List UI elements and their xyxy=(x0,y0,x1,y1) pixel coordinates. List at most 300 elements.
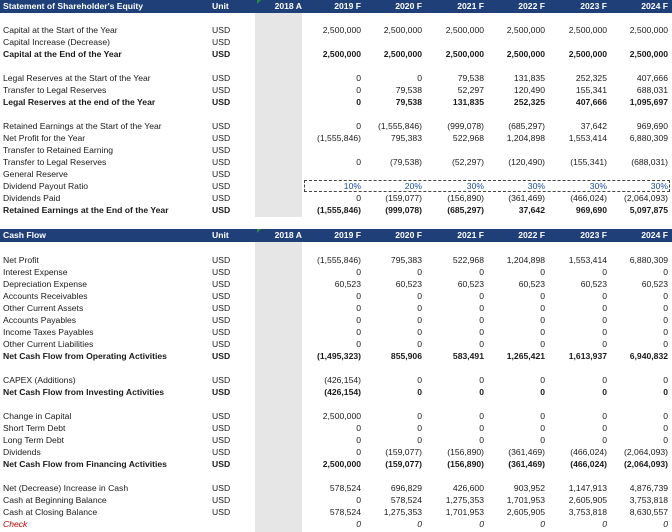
table-row xyxy=(0,36,672,48)
row-label: Dividends Paid xyxy=(3,193,61,203)
row-label: Depreciation Expense xyxy=(3,279,88,289)
value-cell: 0 xyxy=(479,267,484,277)
unit-header: Unit xyxy=(212,230,229,240)
value-cell: (159,077) xyxy=(385,447,422,457)
value-cell: 0 xyxy=(479,411,484,421)
value-cell: 0 xyxy=(356,423,361,433)
row-unit: USD xyxy=(212,255,231,265)
value-cell: 2,500,000 xyxy=(322,411,361,421)
value-cell: 0 xyxy=(479,519,484,529)
table-row xyxy=(0,84,672,96)
table-row xyxy=(0,350,672,362)
value-cell: 0 xyxy=(663,423,668,433)
value-cell: (156,890) xyxy=(447,459,484,469)
table-row xyxy=(0,434,672,446)
row-label: Check xyxy=(3,519,28,529)
row-label: Transfer to Legal Reserves xyxy=(3,157,107,167)
value-cell: 0 xyxy=(417,267,422,277)
row-label: Accounts Receivables xyxy=(3,291,88,301)
value-cell: 60,523 xyxy=(334,279,361,289)
value-cell: 6,940,832 xyxy=(629,351,668,361)
value-cell: 60,523 xyxy=(518,279,545,289)
table-row xyxy=(0,458,672,470)
value-cell: 37,642 xyxy=(580,121,607,131)
value-cell: 0 xyxy=(356,73,361,83)
value-cell: (361,469) xyxy=(508,459,545,469)
value-cell: 0 xyxy=(417,73,422,83)
value-cell: 0 xyxy=(417,423,422,433)
value-cell[interactable]: 10% xyxy=(343,181,361,191)
value-cell: 0 xyxy=(356,97,361,107)
value-cell: 4,876,739 xyxy=(629,483,668,493)
row-unit: USD xyxy=(212,121,231,131)
value-cell: 0 xyxy=(663,339,668,349)
value-cell: (1,555,846) xyxy=(317,133,361,143)
value-cell: (999,078) xyxy=(385,205,422,215)
value-cell: 1,265,421 xyxy=(506,351,545,361)
row-label: Income Taxes Payables xyxy=(3,327,94,337)
value-cell: 1,095,697 xyxy=(629,97,668,107)
row-label: Legal Reserves at the end of the Year xyxy=(3,97,156,107)
value-cell: 2,500,000 xyxy=(629,49,668,59)
value-cell: 0 xyxy=(602,327,607,337)
row-label: Retained Earnings at the Start of the Year xyxy=(3,121,162,131)
value-cell: 0 xyxy=(540,375,545,385)
row-unit: USD xyxy=(212,339,231,349)
value-cell: 1,553,414 xyxy=(568,255,607,265)
value-cell: 0 xyxy=(356,85,361,95)
value-cell: (159,077) xyxy=(385,193,422,203)
value-cell: 0 xyxy=(356,327,361,337)
table-row xyxy=(0,290,672,302)
year-header: 2023 F xyxy=(580,1,607,11)
value-cell: 0 xyxy=(602,267,607,277)
value-cell: 0 xyxy=(417,327,422,337)
row-label: Short Term Debt xyxy=(3,423,66,433)
value-cell: 79,538 xyxy=(395,85,422,95)
value-cell: (361,469) xyxy=(508,447,545,457)
value-cell: 131,835 xyxy=(452,97,484,107)
year-header: 2023 F xyxy=(580,230,607,240)
value-cell: 1,701,953 xyxy=(506,495,545,505)
value-cell: 0 xyxy=(356,435,361,445)
value-cell: 6,880,309 xyxy=(629,133,668,143)
year-header: 2018 A xyxy=(274,1,302,11)
value-cell: 0 xyxy=(479,327,484,337)
year-header: 2022 F xyxy=(518,230,545,240)
value-cell: 578,524 xyxy=(329,507,361,517)
table-row xyxy=(0,278,672,290)
row-unit: USD xyxy=(212,303,231,313)
value-cell: (685,297) xyxy=(447,205,484,215)
value-cell: 60,523 xyxy=(457,279,484,289)
table-row xyxy=(0,24,672,36)
year-header: 2021 F xyxy=(457,230,484,240)
value-cell: 0 xyxy=(540,435,545,445)
value-cell: 0 xyxy=(356,339,361,349)
value-cell: (466,024) xyxy=(570,459,607,469)
year-header: 2019 F xyxy=(334,230,361,240)
value-cell: 6,880,309 xyxy=(629,255,668,265)
value-cell: 0 xyxy=(479,387,484,397)
value-cell: 0 xyxy=(356,267,361,277)
value-cell: 0 xyxy=(417,315,422,325)
row-unit: USD xyxy=(212,145,231,155)
year-header: 2020 F xyxy=(395,230,422,240)
table-row xyxy=(0,168,672,180)
value-cell: (2,064,093) xyxy=(624,447,668,457)
row-label: Net Profit xyxy=(3,255,39,265)
row-label: Cash at Beginning Balance xyxy=(3,495,107,505)
value-cell: 0 xyxy=(663,519,668,529)
value-cell: 1,204,898 xyxy=(506,133,545,143)
value-cell: 0 xyxy=(663,327,668,337)
value-cell: 0 xyxy=(663,315,668,325)
value-cell: 2,500,000 xyxy=(445,49,484,59)
value-cell: (1,555,846) xyxy=(317,205,361,215)
value-cell: 252,325 xyxy=(513,97,545,107)
value-cell: 0 xyxy=(479,435,484,445)
row-unit: USD xyxy=(212,25,231,35)
section-title: Cash Flow xyxy=(3,230,46,240)
row-label: Cash at Closing Balance xyxy=(3,507,98,517)
value-cell: 0 xyxy=(663,387,668,397)
value-cell: (999,078) xyxy=(447,121,484,131)
value-cell: (155,341) xyxy=(570,157,607,167)
value-cell: (466,024) xyxy=(570,193,607,203)
value-cell: 0 xyxy=(479,375,484,385)
value-cell: 0 xyxy=(540,303,545,313)
row-unit: USD xyxy=(212,447,231,457)
row-label: CAPEX (Additions) xyxy=(3,375,76,385)
row-unit: USD xyxy=(212,423,231,433)
value-cell: 60,523 xyxy=(580,279,607,289)
value-cell: 0 xyxy=(356,315,361,325)
table-row xyxy=(0,374,672,386)
row-unit: USD xyxy=(212,387,231,397)
value-cell: 0 xyxy=(417,435,422,445)
value-cell: 903,952 xyxy=(513,483,545,493)
value-cell: 578,524 xyxy=(329,483,361,493)
value-cell: 0 xyxy=(602,435,607,445)
value-cell: 522,968 xyxy=(452,133,484,143)
value-cell: 0 xyxy=(479,315,484,325)
table-row xyxy=(0,120,672,132)
table-row xyxy=(0,96,672,108)
value-cell: 2,605,905 xyxy=(568,495,607,505)
value-cell: 2,500,000 xyxy=(506,25,545,35)
table-row xyxy=(0,446,672,458)
table-row xyxy=(0,302,672,314)
value-cell: 1,204,898 xyxy=(506,255,545,265)
value-cell: 2,500,000 xyxy=(383,25,422,35)
row-label: Net Cash Flow from Financing Activities xyxy=(3,459,167,469)
table-row xyxy=(0,266,672,278)
value-cell: 2,605,905 xyxy=(506,507,545,517)
row-label: Retained Earnings at the End of the Year xyxy=(3,205,169,215)
value-cell: 3,753,818 xyxy=(629,495,668,505)
row-label: Capital Increase (Decrease) xyxy=(3,37,110,47)
value-cell: 407,666 xyxy=(575,97,607,107)
value-cell: (79,538) xyxy=(389,157,422,167)
table-row xyxy=(0,482,672,494)
row-unit: USD xyxy=(212,375,231,385)
value-cell: 3,753,818 xyxy=(568,507,607,517)
section-title: Statement of Shareholder's Equity xyxy=(3,1,144,11)
row-unit: USD xyxy=(212,169,231,179)
row-unit: USD xyxy=(212,507,231,517)
year-header: 2018 A xyxy=(274,230,302,240)
value-cell: 2,500,000 xyxy=(568,25,607,35)
value-cell: 855,906 xyxy=(390,351,422,361)
row-unit: USD xyxy=(212,97,231,107)
value-cell: 79,538 xyxy=(457,73,484,83)
value-cell: 60,523 xyxy=(641,279,668,289)
table-row xyxy=(0,314,672,326)
table-row xyxy=(0,132,672,144)
value-cell: 969,690 xyxy=(636,121,668,131)
year-header: 2021 F xyxy=(457,1,484,11)
value-cell: (2,064,093) xyxy=(624,459,668,469)
value-cell: 0 xyxy=(602,387,607,397)
table-row xyxy=(0,192,672,204)
row-label: Long Term Debt xyxy=(3,435,64,445)
value-cell: 969,690 xyxy=(575,205,607,215)
value-cell: 0 xyxy=(479,291,484,301)
table-row xyxy=(0,506,672,518)
value-cell: 0 xyxy=(540,411,545,421)
row-label: Transfer to Retained Earning xyxy=(3,145,114,155)
row-label: Net (Decrease) Increase in Cash xyxy=(3,483,129,493)
value-cell: (1,555,846) xyxy=(317,255,361,265)
value-cell: 0 xyxy=(540,267,545,277)
row-label: Other Current Assets xyxy=(3,303,84,313)
value-cell: 522,968 xyxy=(452,255,484,265)
value-cell: 0 xyxy=(356,303,361,313)
row-unit: USD xyxy=(212,49,231,59)
year-header: 2024 F xyxy=(641,1,668,11)
value-cell: 0 xyxy=(663,267,668,277)
table-row xyxy=(0,518,672,530)
row-label: Capital at the Start of the Year xyxy=(3,25,118,35)
row-label: Accounts Payables xyxy=(3,315,77,325)
value-cell: 583,491 xyxy=(452,351,484,361)
value-cell: 0 xyxy=(602,375,607,385)
table-row xyxy=(0,326,672,338)
row-unit: USD xyxy=(212,85,231,95)
row-label: Capital at the End of the Year xyxy=(3,49,122,59)
value-cell: 79,538 xyxy=(395,97,422,107)
value-cell: 2,500,000 xyxy=(322,49,361,59)
row-label: Other Current Liabilities xyxy=(3,339,94,349)
value-cell[interactable]: 30% xyxy=(589,181,607,191)
value-cell: (1,555,846) xyxy=(378,121,422,131)
row-unit: USD xyxy=(212,351,231,361)
value-cell: 795,383 xyxy=(390,133,422,143)
value-cell: 0 xyxy=(602,423,607,433)
value-cell[interactable]: 30% xyxy=(650,181,668,191)
shareholders_equity-header xyxy=(0,0,672,13)
table-row xyxy=(0,422,672,434)
value-cell: 131,835 xyxy=(513,73,545,83)
value-cell: 0 xyxy=(417,339,422,349)
row-unit: USD xyxy=(212,181,231,191)
table-row xyxy=(0,156,672,168)
row-label: Dividends xyxy=(3,447,41,457)
value-cell: 0 xyxy=(540,315,545,325)
value-cell: (1,495,323) xyxy=(317,351,361,361)
table-row xyxy=(0,180,672,192)
cell-comment-marker xyxy=(257,0,261,4)
value-cell: 0 xyxy=(602,339,607,349)
value-cell: 426,600 xyxy=(452,483,484,493)
value-cell: 2,500,000 xyxy=(568,49,607,59)
value-cell: 2,500,000 xyxy=(506,49,545,59)
cash_flow-header xyxy=(0,229,672,242)
value-cell: 2,500,000 xyxy=(383,49,422,59)
value-cell: 2,500,000 xyxy=(322,459,361,469)
year-header: 2022 F xyxy=(518,1,545,11)
value-cell: 0 xyxy=(417,303,422,313)
year-header: 2019 F xyxy=(334,1,361,11)
value-cell: (156,890) xyxy=(447,447,484,457)
row-label: Net Cash Flow from Investing Activities xyxy=(3,387,165,397)
value-cell: (120,490) xyxy=(508,157,545,167)
value-cell[interactable]: 30% xyxy=(466,181,484,191)
row-label: Net Profit for the Year xyxy=(3,133,86,143)
value-cell: 1,275,353 xyxy=(445,495,484,505)
value-cell: 1,553,414 xyxy=(568,133,607,143)
value-cell: 120,490 xyxy=(513,85,545,95)
row-unit: USD xyxy=(212,483,231,493)
row-unit: USD xyxy=(212,267,231,277)
value-cell: (52,297) xyxy=(451,157,484,167)
row-label: Legal Reserves at the Start of the Year xyxy=(3,73,151,83)
table-row xyxy=(0,254,672,266)
table-row xyxy=(0,72,672,84)
value-cell: 0 xyxy=(663,435,668,445)
row-unit: USD xyxy=(212,193,231,203)
value-cell: 0 xyxy=(540,423,545,433)
row-unit: USD xyxy=(212,435,231,445)
value-cell: 2,500,000 xyxy=(629,25,668,35)
value-cell: 0 xyxy=(356,519,361,529)
value-cell: 0 xyxy=(663,303,668,313)
value-cell: 2,500,000 xyxy=(445,25,484,35)
value-cell: (685,297) xyxy=(508,121,545,131)
row-unit: USD xyxy=(212,157,231,167)
value-cell: 155,341 xyxy=(575,85,607,95)
table-row xyxy=(0,204,672,216)
value-cell: (688,031) xyxy=(631,157,668,167)
value-cell: 0 xyxy=(356,193,361,203)
value-cell: 0 xyxy=(540,327,545,337)
table-row xyxy=(0,338,672,350)
value-cell: 60,523 xyxy=(395,279,422,289)
value-cell: 0 xyxy=(663,375,668,385)
row-label: Change in Capital xyxy=(3,411,72,421)
value-cell: (159,077) xyxy=(385,459,422,469)
value-cell: 0 xyxy=(417,519,422,529)
value-cell: 1,613,937 xyxy=(568,351,607,361)
table-row xyxy=(0,386,672,398)
table-row xyxy=(0,48,672,60)
value-cell: 0 xyxy=(602,411,607,421)
value-cell: 688,031 xyxy=(636,85,668,95)
value-cell: 8,630,557 xyxy=(629,507,668,517)
value-cell: 0 xyxy=(602,315,607,325)
value-cell: 0 xyxy=(540,387,545,397)
table-row xyxy=(0,410,672,422)
value-cell: 0 xyxy=(356,121,361,131)
row-label: General Reserve xyxy=(3,169,68,179)
value-cell: 0 xyxy=(417,387,422,397)
value-cell: 1,701,953 xyxy=(445,507,484,517)
value-cell: 1,275,353 xyxy=(383,507,422,517)
value-cell: 0 xyxy=(417,411,422,421)
value-cell: 696,829 xyxy=(390,483,422,493)
row-label: Transfer to Legal Reserves xyxy=(3,85,107,95)
value-cell: (361,469) xyxy=(508,193,545,203)
value-cell: 5,097,875 xyxy=(629,205,668,215)
row-label: Dividend Payout Ratio xyxy=(3,181,89,191)
row-unit: USD xyxy=(212,291,231,301)
value-cell: 1,147,913 xyxy=(568,483,607,493)
value-cell: 37,642 xyxy=(518,205,545,215)
row-unit: USD xyxy=(212,73,231,83)
value-cell: 0 xyxy=(417,375,422,385)
value-cell: 252,325 xyxy=(575,73,607,83)
value-cell: 578,524 xyxy=(390,495,422,505)
value-cell: 0 xyxy=(602,519,607,529)
value-cell: 0 xyxy=(663,291,668,301)
value-cell: 0 xyxy=(356,291,361,301)
row-unit: USD xyxy=(212,205,231,215)
value-cell: 0 xyxy=(356,495,361,505)
row-unit: USD xyxy=(212,279,231,289)
cell-comment-marker xyxy=(257,229,261,233)
row-unit: USD xyxy=(212,411,231,421)
value-cell: 0 xyxy=(356,157,361,167)
value-cell: (156,890) xyxy=(447,193,484,203)
value-cell: 0 xyxy=(663,411,668,421)
value-cell: 0 xyxy=(540,339,545,349)
row-unit: USD xyxy=(212,315,231,325)
value-cell: 52,297 xyxy=(457,85,484,95)
row-label: Net Cash Flow from Operating Activities xyxy=(3,351,167,361)
row-label: Interest Expense xyxy=(3,267,68,277)
table-row xyxy=(0,144,672,156)
value-cell[interactable]: 30% xyxy=(527,181,545,191)
year-header: 2020 F xyxy=(395,1,422,11)
table-row xyxy=(0,494,672,506)
value-cell: 0 xyxy=(479,303,484,313)
value-cell: 0 xyxy=(540,519,545,529)
value-cell: 0 xyxy=(356,447,361,457)
value-cell: 0 xyxy=(602,291,607,301)
row-unit: USD xyxy=(212,37,231,47)
value-cell: (426,154) xyxy=(324,375,361,385)
row-unit: USD xyxy=(212,459,231,469)
value-cell: (466,024) xyxy=(570,447,607,457)
year-header: 2024 F xyxy=(641,230,668,240)
value-cell: 0 xyxy=(479,423,484,433)
unit-header: Unit xyxy=(212,1,229,11)
value-cell: 2,500,000 xyxy=(322,25,361,35)
value-cell[interactable]: 20% xyxy=(404,181,422,191)
row-unit: USD xyxy=(212,495,231,505)
value-cell: (426,154) xyxy=(324,387,361,397)
